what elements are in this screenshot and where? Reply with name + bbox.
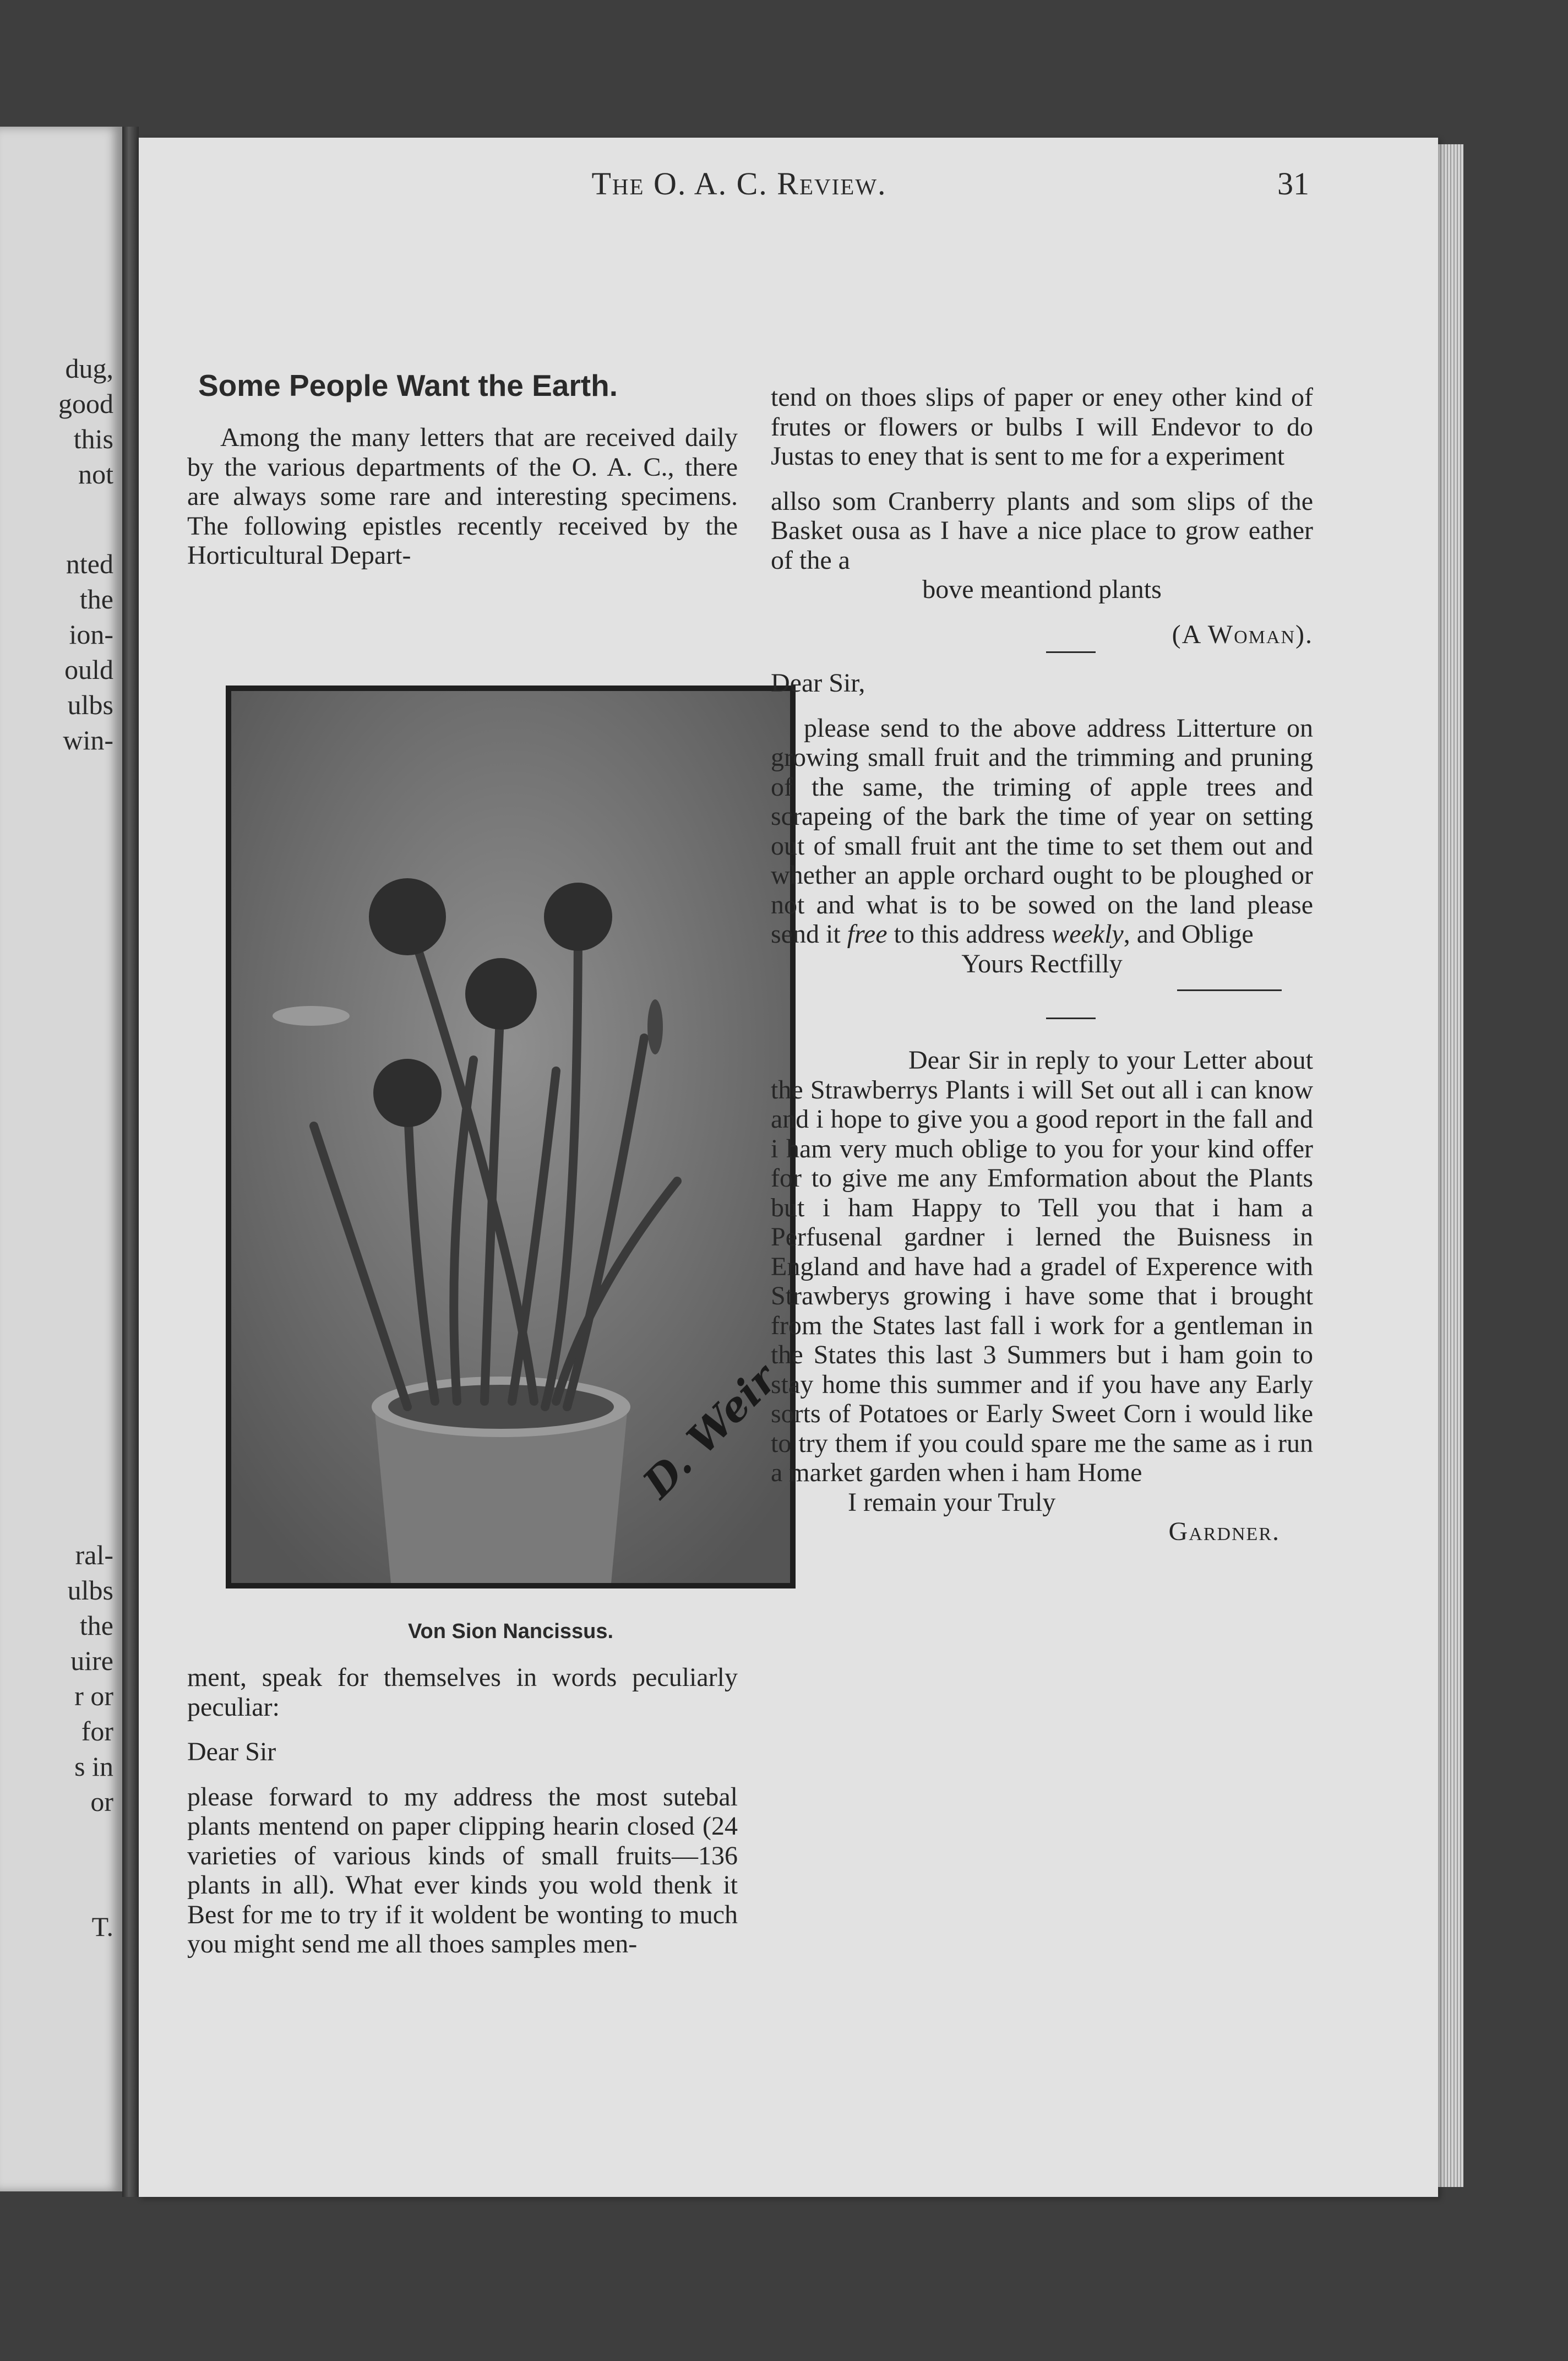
left-column-top: [187, 423, 738, 570]
fragment-line: ulbs: [67, 1575, 113, 1606]
letter1-postscript-end: bove meantiond plants: [922, 575, 1162, 604]
page-number: 31: [1277, 166, 1309, 202]
letter3-signature: Gardner.: [1168, 1517, 1280, 1546]
fragment-line: ion-: [69, 619, 113, 650]
page-edges: [1438, 144, 1463, 2187]
left-column-bottom: [187, 1663, 738, 1959]
fragment-line: good: [58, 388, 113, 419]
letter3-closing: I remain your Truly: [848, 1487, 1056, 1517]
fragment-line: uire: [70, 1645, 113, 1676]
letter2-body: please send to the above address Litterture on growing small fruit and the trimming and pruning of the same, the triming of apple trees and scrapeing of the bark the time of year on setting out of small fruit ant the time to set them out and whether an apple orchard ought to be ploughed or not and what is to be sowed on the land please send it free to this address weekly, and Oblige: [771, 713, 1313, 949]
letter1-body: please forward to my address the most sutebal plants mentend on paper clipping hearin closed (24 varieties of various kinds of small fruits—136 plants in all). What ever kinds you wold thenk it Best for me to try if it woldent be wonting to much you might send me all thoes samples men-: [187, 1782, 738, 1959]
intro-paragraph-end: ment, speak for themselves in words peculiarly peculiar:: [187, 1663, 738, 1722]
fragment-line: nted: [66, 548, 113, 579]
photo-signature: D. Weir: [634, 1355, 786, 1508]
fragment-line: ould: [64, 654, 113, 685]
article-title: Some People Want the Earth.: [198, 368, 618, 402]
photo-caption: Von Sion Nancissus.: [407, 1620, 614, 1643]
fragment-line: the: [79, 1610, 113, 1641]
fragment-line: T.: [91, 1911, 113, 1942]
fragment-line: ulbs: [67, 689, 113, 720]
fragment-line: this: [73, 423, 113, 454]
letter2-salutation: Dear Sir,: [771, 668, 865, 698]
left-page-fragment: [0, 127, 122, 2191]
fragment-line: not: [78, 459, 113, 489]
fragment-line: the: [79, 584, 113, 614]
fragment-line: r or: [74, 1680, 113, 1711]
letter2-closing: Yours Rectfilly: [961, 949, 1123, 978]
letter1-body-cont: tend on thoes slips of paper or eney other kind of frutes or flowers or bulbs I will Endevor to do Justas to eney that is sent to me for a experiment: [771, 383, 1313, 471]
letter1-salutation: Dear Sir: [187, 1737, 276, 1766]
book-spine: [122, 127, 139, 2197]
fragment-line: or: [90, 1786, 113, 1817]
letter1-signature: (A Woman).: [1172, 619, 1313, 649]
letter1-postscript: allso som Cranberry plants and som slips of the Basket ousa as I have a nice place to grow eather of the a: [771, 486, 1313, 575]
flower-bud: [273, 1006, 350, 1026]
right-column: [771, 383, 1313, 1547]
intro-paragraph: Among the many letters that are received daily by the various departments of the O. A. C., there are always some rare and interesting specimens. The following epistles recently received by the Horticultural Depart-: [187, 423, 738, 570]
fragment-line: for: [81, 1716, 113, 1747]
fragment-line: dug,: [65, 353, 113, 384]
running-title: The O. A. C. Review.: [591, 166, 887, 202]
flower-bud: [647, 999, 663, 1054]
photo-illustration: [226, 686, 796, 1588]
narcissus-photo: [226, 686, 796, 1588]
fragment-line: win-: [63, 725, 113, 755]
letter3-body: Dear Sir in reply to your Letter about the Strawberrys Plants i will Set out all i can know and i hope to give you a good report in the fall and i ham very much oblige to you for your kind offer for to give me any Emformation about the Plants but i ham Happy to Tell you that i ham a Perfusenal gardner i lerned the Buisness in England and have had a gradel of Experence with Strawberys growing i have some that i brought from the States last fall i work for a gentleman in the States this last 3 Summers but i ham goin to stay home this summer and if you have any Early sorts of Potatoes or Early Sweet Corn i would like to try them if you could spare me the same as i run a market garden when i ham Home: [771, 1046, 1313, 1487]
fragment-line: ral-: [75, 1539, 113, 1570]
fragment-line: s in: [74, 1751, 113, 1782]
